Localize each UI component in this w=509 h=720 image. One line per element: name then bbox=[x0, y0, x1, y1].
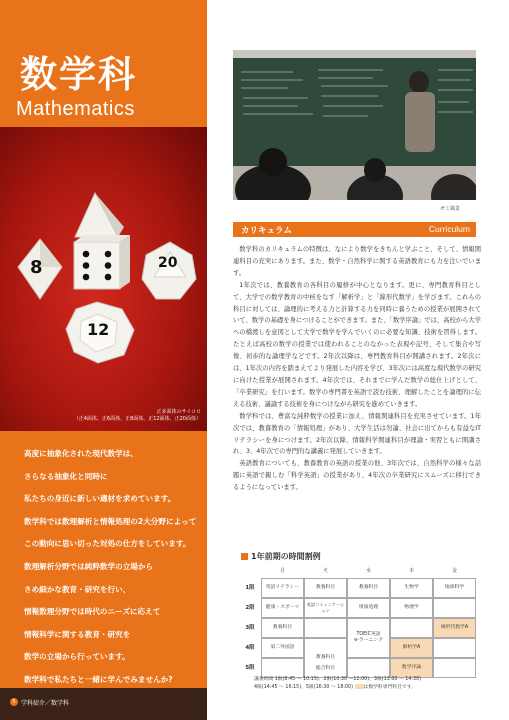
department-title: 数学科 bbox=[20, 53, 137, 96]
timetable-cell-empty bbox=[304, 618, 347, 638]
period-label: 3限 bbox=[245, 625, 255, 631]
timetable-cell-merged: 教養科目 bbox=[304, 638, 347, 678]
day-header: 木 bbox=[408, 568, 414, 574]
timetable-cell: 総合科目 bbox=[315, 665, 336, 671]
timetable-note-text: 4限(14:45 ～ 16:15)、5限(16:30 ～ 18:00) bbox=[254, 685, 353, 690]
timetable-cell-major: 数学序論 bbox=[390, 658, 433, 678]
timetable-cell-major: 解析学A bbox=[390, 638, 433, 658]
timetable-cell: 健康・スポーツ bbox=[261, 598, 304, 618]
day-header: 月 bbox=[279, 568, 285, 574]
dice-caption-line-1: 正多面体のサイコロ bbox=[156, 409, 201, 415]
intro-line: さめ細かな教育・研究を行い、 bbox=[24, 584, 131, 594]
dice-caption-line-2: （正4面体、正6面体、正8面体、正12面体、正20面体） bbox=[73, 416, 201, 422]
day-header: 金 bbox=[451, 568, 457, 574]
timetable-cell: 物理学 bbox=[390, 598, 433, 618]
page-footer bbox=[0, 688, 207, 720]
timetable-cell-empty bbox=[433, 658, 476, 678]
legend-swatch bbox=[355, 684, 364, 689]
timetable-cell-line: TOEIC英語 bbox=[356, 632, 381, 637]
curriculum-paragraph: 1年次では、教養教育の各科目の履修が中心となります。更に、専門教育科目として、大学での数学教育の中核をなす「解析学」と「線形代数学」を学びます。これらの科目に対しては、論理的に考える力と計算する力を同時に養うための授業が展開されていて、数学の基礎を身につけることができます。また、「数学序論」では、高校から大学への橋渡しを意図として大学で数学を学んでいくのに必要な知識、技術を習得します。たとえば高校の数学の授業では使われることのなかった表現や記号、そして集合や写像、初歩的な論理学などです。2年次以降は、専門教育科目が開講されます。2年次には、1年次の内容を踏まえてより発展した内容を学び、3年次には高度な現代数学の研究に向けた授業が展開されます。4年次では、それまでに学んだ数学の総仕上げとして、「卒業研究」を行います。数学の専門書を英語で読む技術、理解したことを論理的に伝える技術、議論する技術を身につけながら研究を進めていきます。 bbox=[233, 281, 481, 408]
left-panel bbox=[0, 0, 207, 720]
timetable-cell: 英語コミュニケーション bbox=[304, 598, 347, 618]
day-header: 水 bbox=[365, 568, 371, 574]
curriculum-paragraph: 英語教育についても、教養教育の英語の授業の他、3年次では、自然科学の様々な話題に英語で親しむ「科学英語」の授業があり、4年次の卒業研究にスムーズに移行できるようになっています。 bbox=[233, 460, 481, 492]
d8-face-number: 8 bbox=[30, 257, 43, 278]
timetable-cell-empty bbox=[390, 618, 433, 638]
curriculum-body bbox=[233, 244, 481, 494]
intro-line: 数学の立場から行っています。 bbox=[24, 652, 130, 662]
timetable-note-line: 講義時間 1限(8:45 ～ 10:15)、2限(10:30 ～12:00)、3限(13:00 ～ 14:30) bbox=[254, 677, 421, 682]
period-label: 4限 bbox=[245, 645, 255, 651]
d20-face-number: 20 bbox=[158, 255, 178, 271]
timetable-cell: 教養科目 bbox=[304, 578, 347, 598]
day-header: 火 bbox=[322, 568, 328, 574]
department-subtitle: Mathematics bbox=[16, 98, 135, 120]
legend-text: は数学科専門科目です。 bbox=[363, 685, 416, 690]
intro-line: この動向に思い切った対処の仕方をしています。 bbox=[24, 539, 191, 549]
period-label: 1限 bbox=[245, 585, 255, 591]
intro-line: 数理解析分野では純粋数学の立場から bbox=[24, 561, 154, 571]
timetable-cell-empty bbox=[433, 638, 476, 658]
dice-photo bbox=[0, 127, 207, 431]
dice-illustration bbox=[0, 127, 207, 431]
timetable-cell-empty bbox=[261, 658, 304, 678]
timetable-cell: 教養科目 bbox=[347, 578, 390, 598]
timetable-cell-merged bbox=[347, 618, 390, 658]
seminar-illustration bbox=[233, 50, 476, 200]
timetable-note-line bbox=[254, 684, 484, 692]
intro-line: 私たちの身近に新しい適材を求めています。 bbox=[24, 494, 176, 504]
intro-text bbox=[24, 443, 204, 692]
photo-caption: ゼミ風景 bbox=[440, 206, 461, 212]
d12-face-number: 12 bbox=[87, 320, 110, 339]
intro-line: 情報数理分野では時代のニーズに応えて bbox=[24, 607, 161, 617]
square-bullet-icon bbox=[241, 553, 248, 560]
dice-caption bbox=[51, 409, 201, 423]
timetable-cell: 情報処理 bbox=[347, 598, 390, 618]
timetable-cell: 地球科学 bbox=[433, 578, 476, 598]
curriculum-paragraph: 数学科のカリキュラムの特徴は、なにより数学をきちんと学ぶこと、そして、情報関連科目の充実にあります。また、数学・自然科学に関する英語教育にも力を注いでいます。 bbox=[233, 246, 481, 277]
timetable-note bbox=[254, 676, 484, 692]
intro-line: 高度に抽象化された現代数学は、 bbox=[24, 449, 138, 458]
intro-line: 数学科では数理解析と情報処理の2大分野によって bbox=[24, 516, 197, 526]
timetable-cell: 生物学 bbox=[390, 578, 433, 598]
intro-line: 数学科で私たちと一緒に学んでみませんか? bbox=[24, 674, 173, 684]
curriculum-heading-en: Curriculum bbox=[428, 224, 470, 234]
page-number: 5 bbox=[10, 698, 18, 706]
timetable-cell-empty bbox=[433, 598, 476, 618]
intro-line: さらなる抽象化と同時に bbox=[24, 471, 108, 481]
period-label: 2限 bbox=[245, 605, 255, 611]
curriculum-heading bbox=[233, 222, 476, 237]
timetable-cell: 第二外国語 bbox=[261, 638, 304, 658]
timetable-cell: 教養科目 bbox=[261, 618, 304, 638]
timetable-cell-major: 線形代数学A bbox=[433, 618, 476, 638]
timetable-title bbox=[241, 551, 321, 562]
timetable-cell-line: e-ラーニング bbox=[354, 638, 383, 643]
intro-line: 情報科学に関する教育・研究を bbox=[24, 629, 131, 639]
curriculum-paragraph: 数学科では、豊富な純粋数学の授業に加え、情報関連科目を充実させています。1年次では、教養教育の「情報処理」があり、大学生活は勿論、社会に出てからも有益なITリテラシーを身につけます。2年次以降、情報科学関連科目が理論・実習ともに開講され、3、4年次での専門的な講義に発展していきます。 bbox=[233, 412, 481, 456]
timetable-cell: 英語リテラシー bbox=[261, 578, 304, 598]
curriculum-heading-jp: カリキュラム bbox=[241, 226, 292, 236]
period-label: 5限 bbox=[245, 665, 255, 671]
timetable-cell-empty bbox=[347, 658, 390, 678]
timetable-title-text: 1年前期の時間割例 bbox=[251, 552, 321, 561]
seminar-photo bbox=[233, 50, 476, 200]
footer-label: 学科紹介／数学科 bbox=[21, 700, 70, 707]
